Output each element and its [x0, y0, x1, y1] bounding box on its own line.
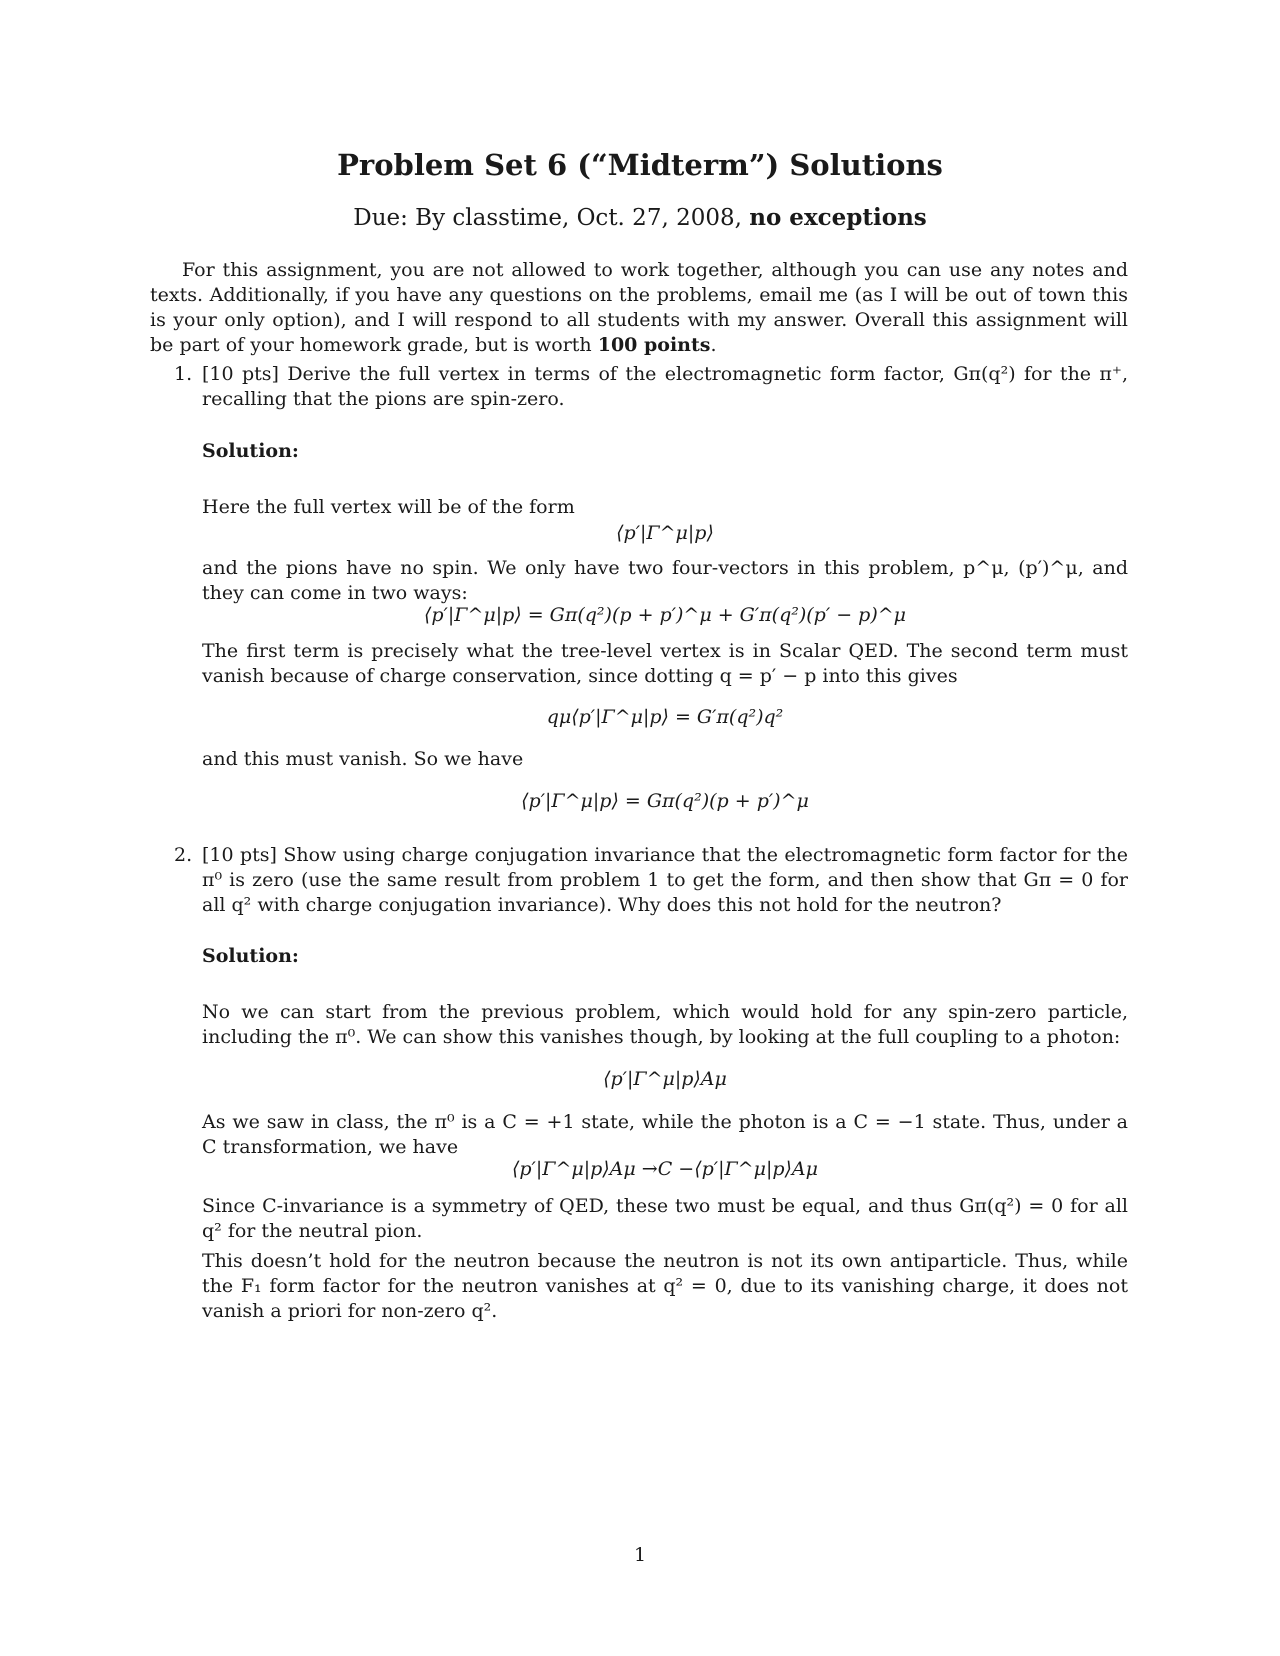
problem-2-solution-label: Solution: — [202, 945, 299, 967]
due-line — [0, 204, 1280, 231]
intro-points: 100 points — [597, 334, 711, 356]
problem-1-para-2: and the pions have no spin. We only have two four-vectors in this problem, p^μ, (p′)^μ, and they can come in two ways: — [202, 557, 1128, 604]
intro-paragraph — [150, 258, 1128, 358]
problem-1-para-4: and this must vanish. So we have — [202, 748, 524, 770]
problem-2-eq-1: ⟨p′|Γ^μ|p⟩Aμ — [603, 1068, 727, 1090]
problem-1-eq-1: ⟨p′|Γ^μ|p⟩ — [616, 522, 714, 544]
due-text: Due: By classtime, Oct. 27, 2008, — [353, 205, 750, 231]
due-emphasis: no exceptions — [749, 204, 927, 231]
problem-1-eq-2: ⟨p′|Γ^μ|p⟩ = Gπ(q²)(p + p′)^μ + G′π(q²)(p′ − p)^μ — [423, 604, 907, 626]
problem-2-para-2: As we saw in class, the π⁰ is a C = +1 state, while the photon is a C = −1 state. Thus, under a C transformation, we have — [202, 1111, 1128, 1158]
problem-2-para-4: This doesn’t hold for the neutron because the neutron is not its own antiparticle. Thus, while the F₁ form factor for the neutron vanishes at q² = 0, due to its vanishing charge, it does not vanish a priori for non-zero q². — [202, 1250, 1128, 1322]
problem-1-number: 1. — [174, 363, 193, 385]
page-number: 1 — [633, 1544, 647, 1566]
problem-1-solution-label: Solution: — [202, 440, 299, 462]
problem-1-para-1: Here the full vertex will be of the form — [202, 496, 575, 518]
problem-2-number: 2. — [174, 844, 193, 866]
problem-1-eq-4: ⟨p′|Γ^μ|p⟩ = Gπ(q²)(p + p′)^μ — [521, 790, 809, 812]
document-title: Problem Set 6 (“Midterm”) Solutions — [337, 148, 943, 182]
problem-1-eq-3: qμ⟨p′|Γ^μ|p⟩ = G′π(q²)q² — [546, 706, 784, 728]
problem-2-para-1: No we can start from the previous problem, which would hold for any spin-zero particle, including the π⁰. We can show this vanishes though, by looking at the full coupling to a photon: — [202, 1001, 1128, 1048]
problem-1-para-3: The first term is precisely what the tree-level vertex is in Scalar QED. The second term must vanish because of charge conservation, since dotting q = p′ − p into this gives — [202, 640, 1128, 687]
problem-2-para-3: Since C-invariance is a symmetry of QED, these two must be equal, and thus Gπ(q²) = 0 for all q² for the neutral pion. — [202, 1195, 1128, 1242]
problem-1-statement: [10 pts] Derive the full vertex in terms of the electromagnetic form factor, Gπ(q²) for the π⁺, recalling that the pions are spin-zero. — [202, 363, 1128, 410]
intro-end: . — [710, 334, 717, 356]
problem-2-statement: [10 pts] Show using charge conjugation invariance that the electromagnetic form factor for the π⁰ is zero (use the same result from problem 1 to get the form, and then show that Gπ = 0 for all q² with charge conjugation invariance). Why does this not hold for the neutron? — [202, 844, 1128, 916]
intro-text: For this assignment, you are not allowed to work together, although you can use any notes and texts. Additionally, if you have any questions on the problems, email me (as I will be out of town this is your only option), and I will respond to all students with my answer. Overall this assignment will be part of your homework grade, but is worth — [150, 259, 1128, 356]
problem-2-eq-2: ⟨p′|Γ^μ|p⟩Aμ →C −⟨p′|Γ^μ|p⟩Aμ — [511, 1158, 819, 1180]
